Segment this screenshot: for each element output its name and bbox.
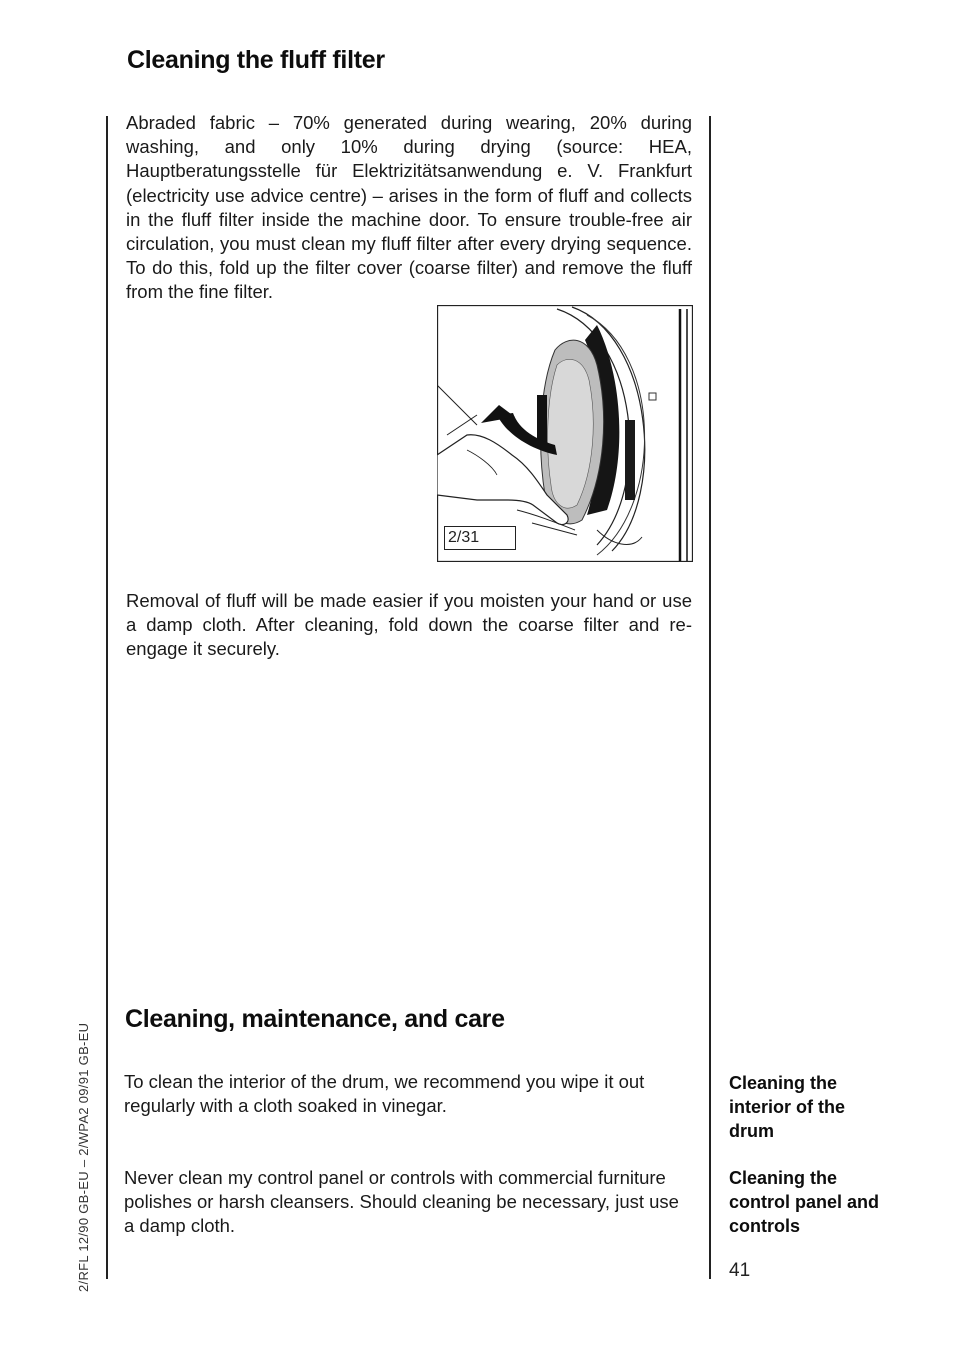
- left-margin-rule: [106, 116, 108, 1279]
- margin-note-drum: Cleaning the interior of the drum: [729, 1073, 845, 1141]
- figure-number: 2/31: [448, 529, 480, 546]
- paragraph-control-panel-cleaning: Never clean my control panel or controls with commercial furniture polishes or harsh cleansers. Should cleaning be necessary, just use a damp cloth.: [124, 1167, 679, 1237]
- right-margin-rule: [709, 116, 711, 1279]
- heading-cleaning-fluff-filter: Cleaning the fluff filter: [127, 46, 385, 74]
- document-code: 2/RFL 12/90 GB-EU – 2/WPA2 09/91 GB-EU: [76, 1022, 91, 1292]
- paragraph-fluff-removal: Removal of fluff will be made easier if you moisten your hand or use a damp cloth. After cleaning, fold down the coarse filter and re-engage it securely.: [126, 590, 692, 660]
- paragraph-drum-cleaning: To clean the interior of the drum, we recommend you wipe it out regularly with a cloth soaked in vinegar.: [124, 1071, 645, 1117]
- margin-note-control-panel: Cleaning the control panel and controls: [729, 1168, 880, 1236]
- heading-cleaning-maintenance-care: Cleaning, maintenance, and care: [125, 1005, 505, 1033]
- paragraph-fluff-origin: Abraded fabric – 70% generated during wearing, 20% during washing, and only 10% during drying (source: HEA, Hauptberatungsstelle für Elektrizitätsanwendung e. V. Frankfurt (electricity use advice centre) – arises in the form of fluff and collects in the fluff filter inside the machine door. To ensure trouble-free air circulation, you must clean my fluff filter after every drying sequence. To do this, fold up the filter cover (coarse filter) and remove the fluff from the fine filter.: [126, 112, 692, 303]
- fluff-filter-illustration: [437, 305, 693, 562]
- page-number: 41: [729, 1260, 751, 1281]
